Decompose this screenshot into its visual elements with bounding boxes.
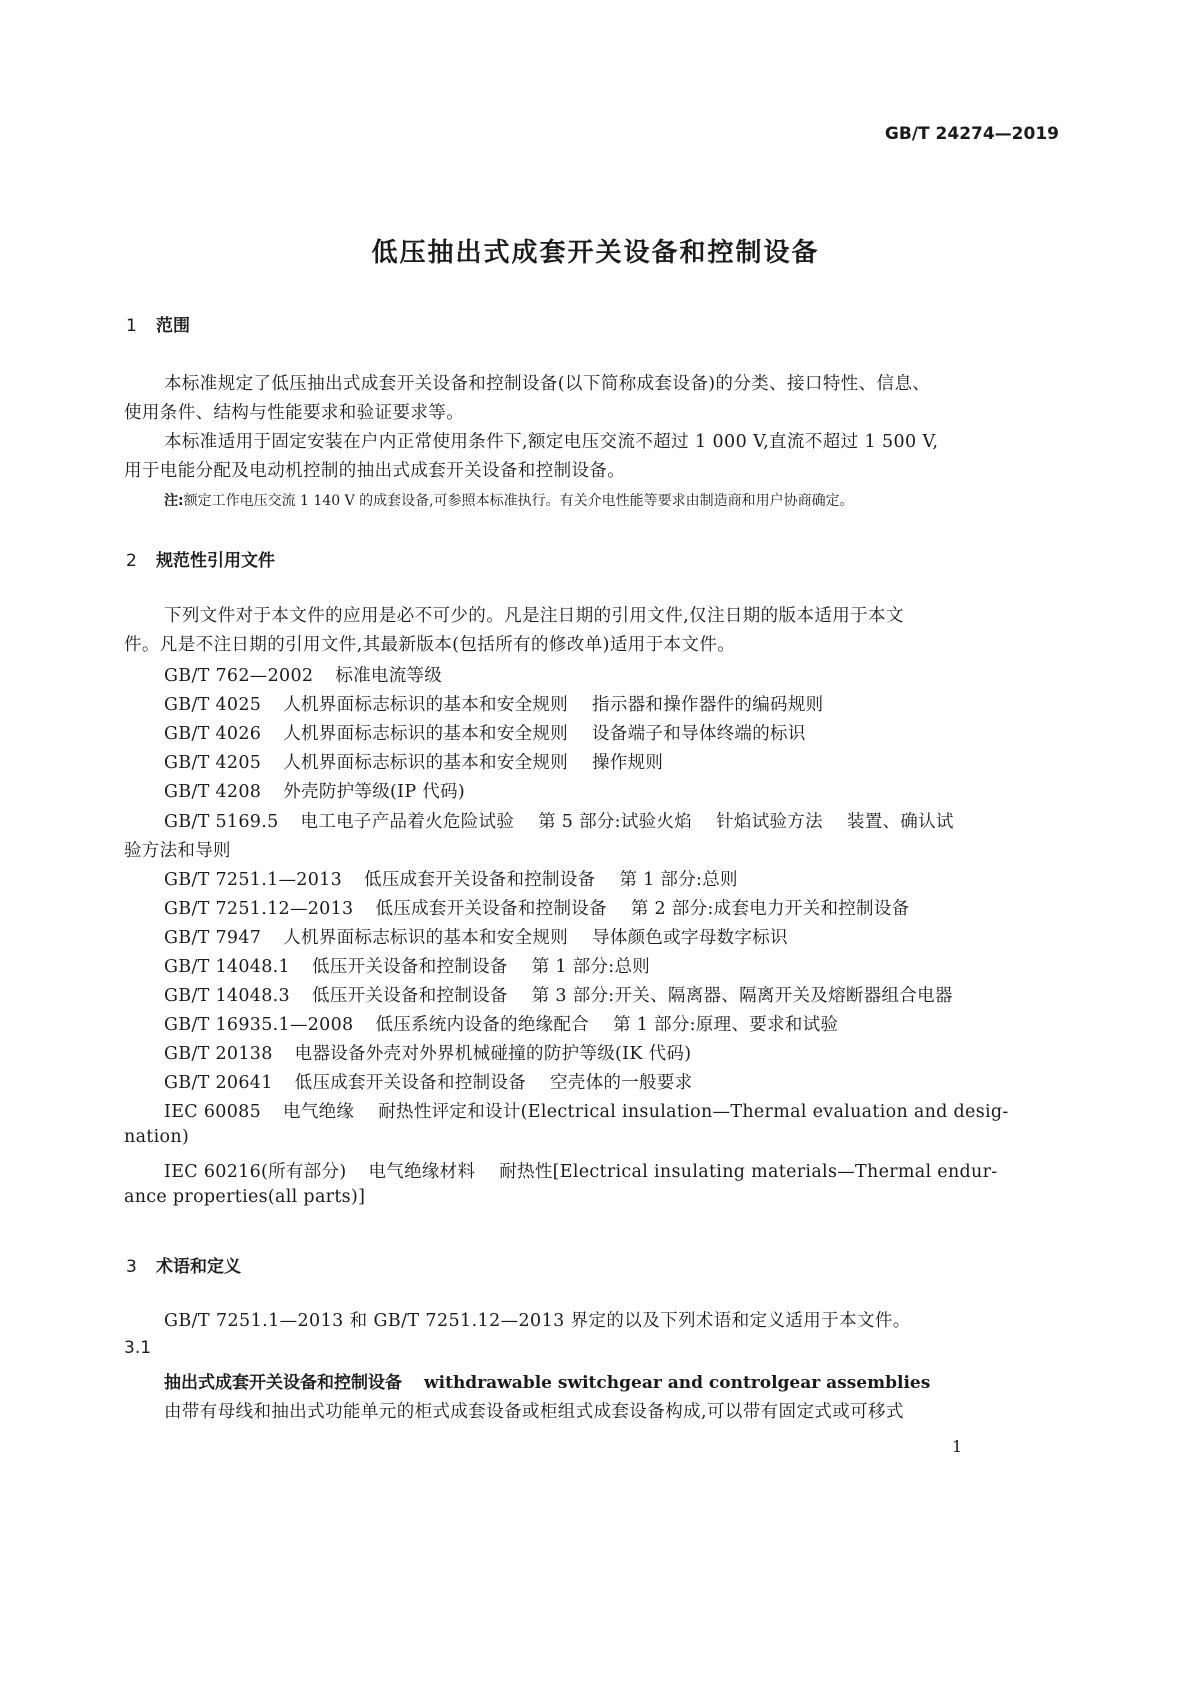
- standard-number: GB/T 24274—2019: [884, 124, 1059, 144]
- definition-text: 由带有母线和抽出式功能单元的柜式成套设备或柜组式成套设备构成,可以带有固定式或可移式: [164, 1402, 904, 1422]
- reference-subtitle: 针焰试验方法: [716, 812, 823, 832]
- reference-item: [164, 1069, 692, 1094]
- document-title: 低压抽出式成套开关设备和控制设备: [371, 238, 820, 268]
- paragraph-line: 件。凡是不注日期的引用文件,其最新版本(包括所有的修改单)适用于本文件。: [124, 635, 736, 655]
- reference-item: [164, 1011, 838, 1036]
- reference-item: [164, 1158, 997, 1183]
- reference-subtitle: 第 5 部分:试验火焰: [538, 812, 693, 832]
- reference-item: [164, 808, 954, 833]
- note-label: 注:: [164, 493, 184, 509]
- reference-code: GB/T 4208: [164, 782, 262, 802]
- reference-code: GB/T 14048.3: [164, 986, 290, 1006]
- reference-subtitle: 第 3 部分:开关、隔离器、隔离开关及熔断器组合电器: [531, 986, 953, 1006]
- reference-code: GB/T 4205: [164, 753, 262, 773]
- section-number: 3: [126, 1257, 137, 1277]
- note-text: 额定工作电压交流 1 140 V 的成套设备,可参照本标准执行。有关介电性能等要求由制造商和用户协商确定。: [183, 493, 854, 509]
- reference-continuation: nation): [124, 1127, 190, 1147]
- term-english: withdrawable switchgear and controlgear assemblies: [424, 1373, 931, 1393]
- reference-title: 低压开关设备和控制设备: [311, 957, 508, 977]
- reference-subtitle: 指示器和操作器件的编码规则: [592, 695, 824, 715]
- reference-title: 人机界面标志标识的基本和安全规则: [283, 753, 569, 773]
- reference-item: [164, 982, 953, 1007]
- reference-subtitle: 导体颜色或字母数字标识: [592, 928, 788, 948]
- reference-subtitle: 操作规则: [592, 753, 664, 773]
- reference-code: IEC 60216(所有部分): [164, 1162, 347, 1182]
- section-2-heading: [126, 546, 275, 571]
- reference-code: GB/T 7947: [164, 928, 262, 948]
- reference-code: GB/T 5169.5: [164, 812, 279, 832]
- section-title: 规范性引用文件: [156, 551, 275, 571]
- paragraph-line: 本标准规定了低压抽出式成套开关设备和控制设备(以下简称成套设备)的分类、接口特性、信息、: [164, 374, 931, 394]
- reference-subtitle: 设备端子和导体终端的标识: [592, 724, 806, 744]
- reference-item: [164, 924, 788, 949]
- section-1-heading: [126, 311, 190, 336]
- paragraph-line: 下列文件对于本文件的应用是必不可少的。凡是注日期的引用文件,仅注日期的版本适用于本文: [164, 606, 904, 626]
- reference-item: [164, 691, 823, 716]
- section-number: 2: [126, 551, 137, 571]
- reference-subtitle: 耐热性[Electrical insulating materials—Thermal endur-: [499, 1162, 998, 1182]
- paragraph-line: 本标准适用于固定安装在户内正常使用条件下,额定电压交流不超过 1 000 V,直流不超过 1 500 V,: [164, 432, 939, 452]
- paragraph-line: 用于电能分配及电动机控制的抽出式成套开关设备和控制设备。: [124, 461, 626, 481]
- reference-code: GB/T 762—2002: [164, 666, 314, 686]
- reference-code: GB/T 14048.1: [164, 957, 290, 977]
- reference-title: 人机界面标志标识的基本和安全规则: [283, 928, 569, 948]
- reference-code: GB/T 20641: [164, 1073, 273, 1093]
- reference-title: 电气绝缘: [283, 1102, 355, 1122]
- reference-subtitle: 第 2 部分:成套电力开关和控制设备: [630, 899, 910, 919]
- reference-title: 低压成套开关设备和控制设备: [294, 1073, 527, 1093]
- page-number: 1: [952, 1437, 963, 1456]
- reference-title: 标准电流等级: [335, 666, 443, 686]
- reference-title: 低压开关设备和控制设备: [311, 986, 508, 1006]
- reference-item: [164, 749, 663, 774]
- paragraph-line: GB/T 7251.1—2013 和 GB/T 7251.12—2013 界定的以及下列术语和定义适用于本文件。: [164, 1311, 911, 1331]
- reference-code: GB/T 20138: [164, 1044, 273, 1064]
- reference-item: [164, 1098, 1009, 1123]
- reference-code: GB/T 16935.1—2008: [164, 1015, 354, 1035]
- section-3-heading: [126, 1252, 241, 1277]
- note: [164, 490, 854, 510]
- reference-title: 电工电子产品着火危险试验: [300, 812, 515, 832]
- reference-subtitle: 空壳体的一般要求: [550, 1073, 693, 1093]
- section-number: 1: [126, 316, 137, 336]
- reference-title: 低压成套开关设备和控制设备: [364, 870, 596, 890]
- reference-subtitle: 第 1 部分:总则: [531, 957, 651, 977]
- reference-item: [164, 720, 806, 745]
- term-heading: [164, 1368, 930, 1393]
- reference-code: IEC 60085: [164, 1102, 262, 1122]
- reference-continuation: 验方法和导则: [124, 841, 231, 861]
- reference-item: [164, 953, 650, 978]
- section-title: 术语和定义: [156, 1257, 241, 1277]
- reference-title: 低压成套开关设备和控制设备: [375, 899, 607, 919]
- reference-code: GB/T 4026: [164, 724, 262, 744]
- reference-title: 电器设备外壳对外界机械碰撞的防护等级(IK 代码): [294, 1044, 692, 1064]
- reference-item: [164, 866, 738, 891]
- reference-code: GB/T 4025: [164, 695, 262, 715]
- reference-title: 电气绝缘材料: [368, 1162, 476, 1182]
- reference-subtitle: 第 1 部分:总则: [619, 870, 738, 890]
- reference-title: 人机界面标志标识的基本和安全规则: [283, 724, 569, 744]
- reference-item: [164, 778, 465, 803]
- reference-code: GB/T 7251.12—2013: [164, 899, 354, 919]
- reference-item: [164, 895, 909, 920]
- reference-title: 外壳防护等级(IP 代码): [283, 782, 466, 802]
- reference-subtitle: 耐热性评定和设计(Electrical insulation—Thermal evaluation and desig-: [378, 1102, 1009, 1122]
- reference-item: [164, 1040, 691, 1065]
- reference-subtitle: 第 1 部分:原理、要求和试验: [613, 1015, 839, 1035]
- paragraph-line: 使用条件、结构与性能要求和验证要求等。: [124, 403, 465, 423]
- term-chinese: 抽出式成套开关设备和控制设备: [164, 1373, 402, 1393]
- reference-title: 低压系统内设备的绝缘配合: [375, 1015, 590, 1035]
- reference-subtitle: 装置、确认试: [846, 812, 954, 832]
- reference-item: [164, 662, 442, 687]
- term-number: 3.1: [124, 1338, 152, 1358]
- reference-title: 人机界面标志标识的基本和安全规则: [283, 695, 569, 715]
- reference-continuation: ance properties(all parts)]: [124, 1187, 366, 1207]
- reference-code: GB/T 7251.1—2013: [164, 870, 343, 890]
- section-title: 范围: [156, 316, 190, 336]
